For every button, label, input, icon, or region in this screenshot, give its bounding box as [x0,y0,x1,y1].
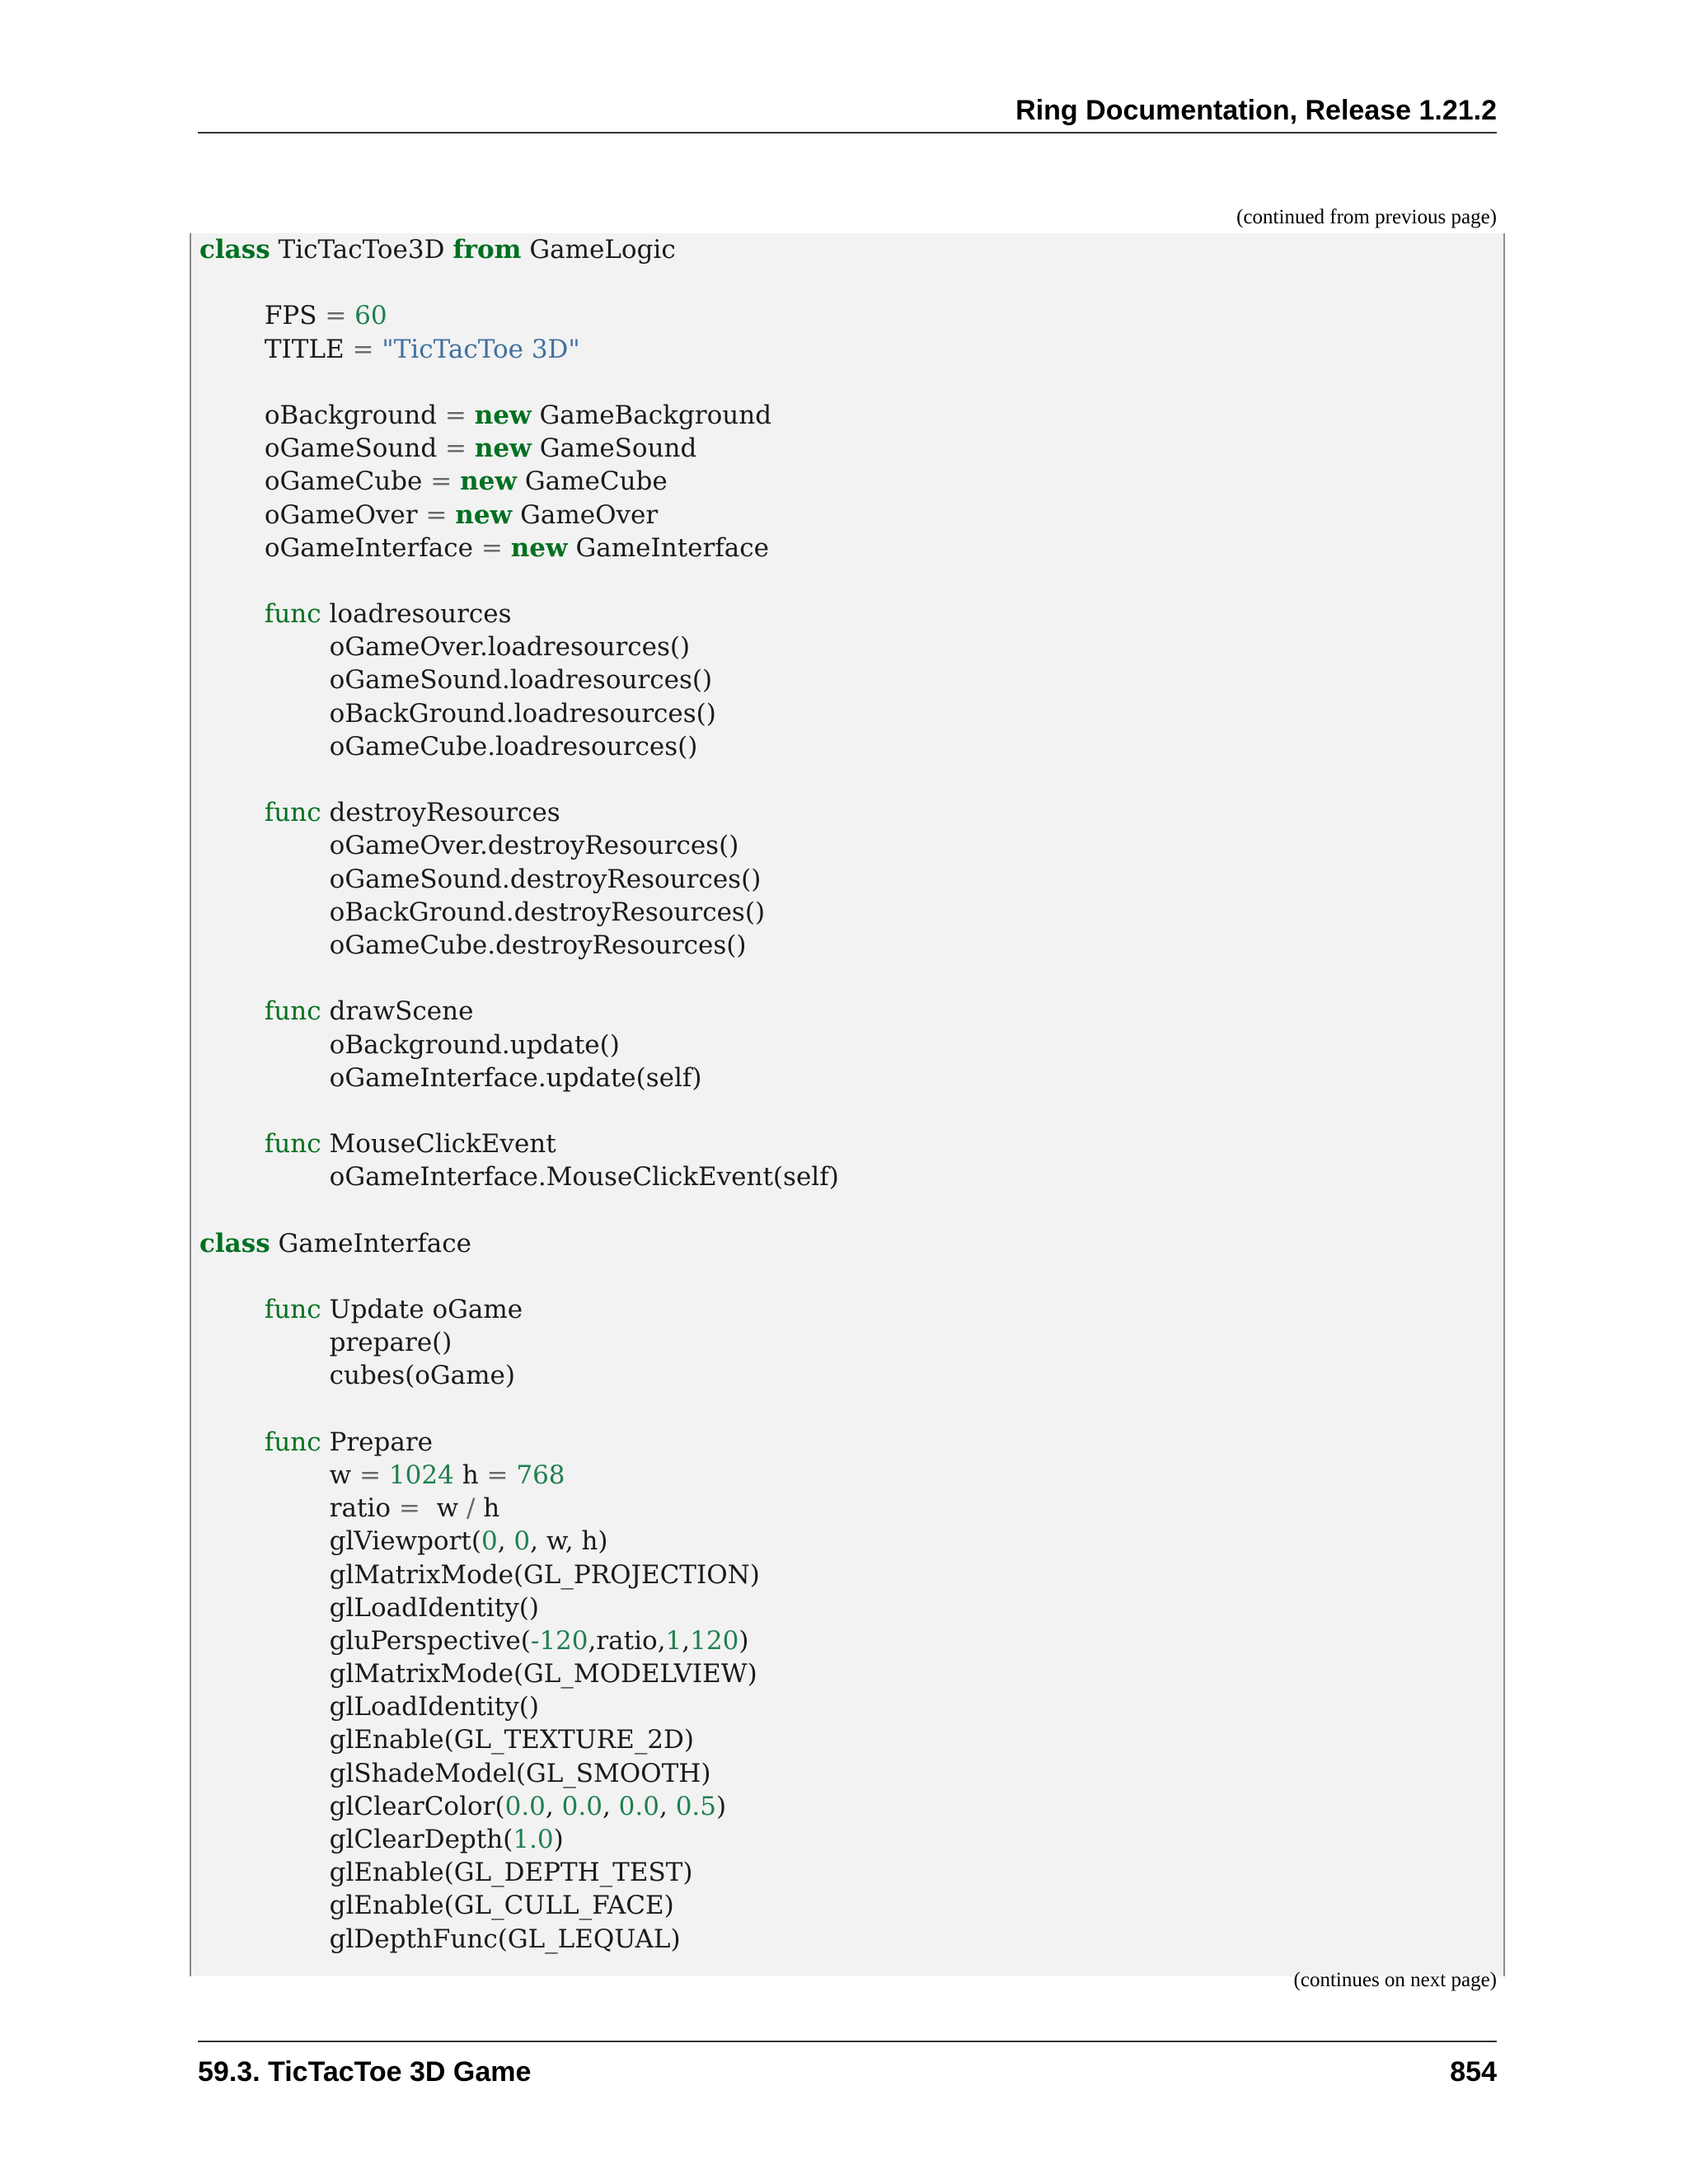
page-number: 854 [1450,2056,1497,2088]
code-line: oGameCube.destroyResources() [329,930,747,960]
code-line: glClearColor(0.0, 0.0, 0.0, 0.5) [329,1791,727,1821]
code-line: gluPerspective(-120,ratio,1,120) [329,1625,749,1656]
code-line: glShadeModel(GL_SMOOTH) [329,1758,711,1788]
code-line [199,366,1503,399]
code-line: oGameCube.loadresources() [329,731,698,762]
code-line: w = 1024 h = 768 [329,1460,565,1490]
section-title: 59.3. TicTacToe 3D Game [198,2056,532,2088]
code-line: oGameSound.destroyResources() [329,864,762,894]
code-line: glEnable(GL_TEXTURE_2D) [329,1725,694,1755]
document-title: Ring Documentation, Release 1.21.2 [1015,95,1497,126]
code-line: oBackground.update() [329,1029,620,1060]
code-block [190,233,1505,1976]
code-line: glLoadIdentity() [329,1692,539,1722]
code-line: ratio = w / h [329,1493,500,1524]
code-line: func Update oGame [264,1295,523,1324]
code-line: func drawScene [264,996,474,1027]
code-line: oGameOver.destroyResources() [329,831,739,861]
code-line: glViewport(0, 0, w, h) [329,1526,608,1557]
code-line: oGameInterface = new GameInterface [264,532,769,563]
code-line: func Prepare [264,1427,433,1457]
code-line [199,266,1503,299]
code-line: glLoadIdentity() [329,1592,539,1623]
code-line: oGameInterface.MouseClickEvent(self) [329,1162,839,1193]
code-line: oBackGround.loadresources() [329,698,716,729]
code-line: class TicTacToe3D from GameLogic [199,235,676,265]
continues-on-note: (continues on next page) [1293,1969,1497,1991]
code-line: oBackGround.destroyResources() [329,897,766,927]
code-line: oGameCube = new GameCube [264,466,668,497]
code-line: oGameInterface.update(self) [329,1062,702,1093]
continued-from-note: (continued from previous page) [1236,206,1497,228]
code-line: prepare() [329,1328,452,1358]
code-line: glDepthFunc(GL_LEQUAL) [329,1924,681,1954]
code-line [199,1193,1503,1226]
code-line [199,763,1503,796]
code-line: glEnable(GL_DEPTH_TEST) [329,1858,693,1888]
code-line: func loadresources [264,599,512,630]
code-line: cubes(oGame) [329,1361,515,1391]
code-line: oGameSound = new GameSound [264,434,697,464]
code-line: glClearDepth(1.0) [329,1825,564,1854]
code-line [199,962,1503,995]
code-line [199,1094,1503,1127]
code-line: glMatrixMode(GL_MODELVIEW) [329,1659,757,1690]
running-header [198,92,1497,134]
code-line: oGameOver = new GameOver [264,499,659,530]
code-line: oGameOver.loadresources() [329,632,691,663]
code-line: glEnable(GL_CULL_FACE) [329,1891,674,1921]
code-line: FPS = 60 [264,301,387,331]
code-line: TITLE = "TicTacToe 3D" [264,334,580,364]
code-line: func destroyResources [264,798,560,828]
code-line [199,1393,1503,1426]
running-footer [198,2041,1497,2090]
code-line: func MouseClickEvent [264,1129,556,1160]
code-line: oBackground = new GameBackground [264,400,772,430]
code-line: oGameSound.loadresources() [329,665,713,696]
code-listing [191,233,1503,1956]
code-line [199,1260,1503,1293]
code-line [199,565,1503,598]
code-line: class GameInterface [199,1228,471,1258]
code-line: glMatrixMode(GL_PROJECTION) [329,1559,760,1590]
